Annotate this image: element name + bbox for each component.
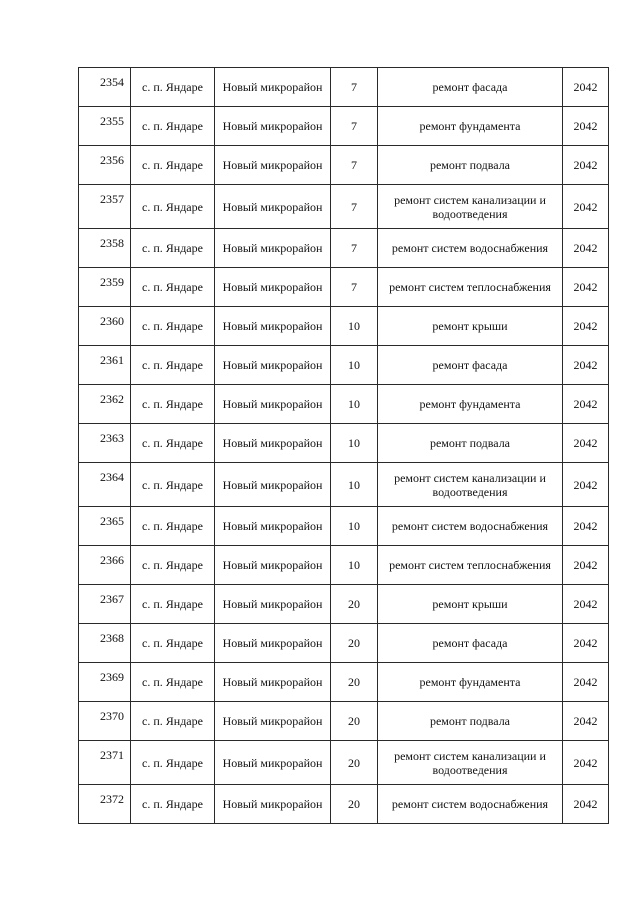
work-type-cell: ремонт систем канализации и водоотведения	[378, 185, 563, 229]
street-cell: Новый микрорайон	[215, 146, 331, 185]
work-type-cell: ремонт подвала	[378, 424, 563, 463]
work-type-cell: ремонт крыши	[378, 307, 563, 346]
table-row	[79, 346, 609, 385]
year-cell: 2042	[563, 585, 609, 624]
settlement-cell: с. п. Яндаре	[131, 663, 215, 702]
table-row	[79, 785, 609, 824]
table-row	[79, 146, 609, 185]
row-number-cell: 2356	[79, 146, 131, 185]
table-row	[79, 663, 609, 702]
row-number-cell: 2355	[79, 107, 131, 146]
year-cell: 2042	[563, 307, 609, 346]
settlement-cell: с. п. Яндаре	[131, 185, 215, 229]
settlement-cell: с. п. Яндаре	[131, 741, 215, 785]
row-number-cell: 2361	[79, 346, 131, 385]
settlement-cell: с. п. Яндаре	[131, 624, 215, 663]
row-number-cell: 2369	[79, 663, 131, 702]
house-number-cell: 7	[331, 268, 378, 307]
street-cell: Новый микрорайон	[215, 463, 331, 507]
work-type-cell: ремонт фасада	[378, 68, 563, 107]
work-type-cell: ремонт систем теплоснабжения	[378, 268, 563, 307]
row-number-cell: 2362	[79, 385, 131, 424]
table-row	[79, 741, 609, 785]
work-type-cell: ремонт крыши	[378, 585, 563, 624]
year-cell: 2042	[563, 185, 609, 229]
year-cell: 2042	[563, 68, 609, 107]
street-cell: Новый микрорайон	[215, 185, 331, 229]
year-cell: 2042	[563, 507, 609, 546]
table-row	[79, 702, 609, 741]
work-type-cell: ремонт подвала	[378, 146, 563, 185]
house-number-cell: 20	[331, 663, 378, 702]
settlement-cell: с. п. Яндаре	[131, 702, 215, 741]
house-number-cell: 20	[331, 585, 378, 624]
table-row	[79, 624, 609, 663]
row-number-cell: 2368	[79, 624, 131, 663]
table-row	[79, 385, 609, 424]
settlement-cell: с. п. Яндаре	[131, 107, 215, 146]
work-type-cell: ремонт фундамента	[378, 385, 563, 424]
work-type-cell: ремонт систем теплоснабжения	[378, 546, 563, 585]
street-cell: Новый микрорайон	[215, 385, 331, 424]
house-number-cell: 20	[331, 702, 378, 741]
table-row	[79, 307, 609, 346]
street-cell: Новый микрорайон	[215, 107, 331, 146]
year-cell: 2042	[563, 268, 609, 307]
row-number-cell: 2370	[79, 702, 131, 741]
house-number-cell: 10	[331, 463, 378, 507]
row-number-cell: 2357	[79, 185, 131, 229]
house-number-cell: 20	[331, 624, 378, 663]
street-cell: Новый микрорайон	[215, 624, 331, 663]
work-type-cell: ремонт фундамента	[378, 663, 563, 702]
house-number-cell: 10	[331, 424, 378, 463]
table-row	[79, 585, 609, 624]
year-cell: 2042	[563, 146, 609, 185]
work-type-cell: ремонт систем водоснабжения	[378, 785, 563, 824]
settlement-cell: с. п. Яндаре	[131, 68, 215, 107]
house-number-cell: 7	[331, 229, 378, 268]
year-cell: 2042	[563, 546, 609, 585]
table-row	[79, 68, 609, 107]
work-type-cell: ремонт фундамента	[378, 107, 563, 146]
settlement-cell: с. п. Яндаре	[131, 346, 215, 385]
street-cell: Новый микрорайон	[215, 68, 331, 107]
street-cell: Новый микрорайон	[215, 785, 331, 824]
settlement-cell: с. п. Яндаре	[131, 463, 215, 507]
work-type-cell: ремонт систем водоснабжения	[378, 507, 563, 546]
street-cell: Новый микрорайон	[215, 424, 331, 463]
row-number-cell: 2354	[79, 68, 131, 107]
house-number-cell: 20	[331, 785, 378, 824]
year-cell: 2042	[563, 785, 609, 824]
table-row	[79, 463, 609, 507]
year-cell: 2042	[563, 346, 609, 385]
house-number-cell: 20	[331, 741, 378, 785]
house-number-cell: 7	[331, 107, 378, 146]
row-number-cell: 2367	[79, 585, 131, 624]
row-number-cell: 2360	[79, 307, 131, 346]
row-number-cell: 2363	[79, 424, 131, 463]
street-cell: Новый микрорайон	[215, 585, 331, 624]
table-row	[79, 107, 609, 146]
street-cell: Новый микрорайон	[215, 741, 331, 785]
year-cell: 2042	[563, 463, 609, 507]
street-cell: Новый микрорайон	[215, 307, 331, 346]
house-number-cell: 10	[331, 385, 378, 424]
year-cell: 2042	[563, 663, 609, 702]
table-row	[79, 424, 609, 463]
house-number-cell: 7	[331, 185, 378, 229]
work-type-cell: ремонт систем водоснабжения	[378, 229, 563, 268]
house-number-cell: 7	[331, 146, 378, 185]
settlement-cell: с. п. Яндаре	[131, 785, 215, 824]
settlement-cell: с. п. Яндаре	[131, 229, 215, 268]
work-type-cell: ремонт систем канализации и водоотведения	[378, 463, 563, 507]
year-cell: 2042	[563, 741, 609, 785]
street-cell: Новый микрорайон	[215, 663, 331, 702]
settlement-cell: с. п. Яндаре	[131, 268, 215, 307]
house-number-cell: 7	[331, 68, 378, 107]
row-number-cell: 2364	[79, 463, 131, 507]
row-number-cell: 2359	[79, 268, 131, 307]
year-cell: 2042	[563, 229, 609, 268]
year-cell: 2042	[563, 702, 609, 741]
table-row	[79, 229, 609, 268]
table-row	[79, 268, 609, 307]
house-number-cell: 10	[331, 307, 378, 346]
street-cell: Новый микрорайон	[215, 346, 331, 385]
street-cell: Новый микрорайон	[215, 268, 331, 307]
settlement-cell: с. п. Яндаре	[131, 146, 215, 185]
settlement-cell: с. п. Яндаре	[131, 307, 215, 346]
settlement-cell: с. п. Яндаре	[131, 424, 215, 463]
work-type-cell: ремонт подвала	[378, 702, 563, 741]
row-number-cell: 2358	[79, 229, 131, 268]
table-row	[79, 185, 609, 229]
street-cell: Новый микрорайон	[215, 546, 331, 585]
work-type-cell: ремонт фасада	[378, 346, 563, 385]
year-cell: 2042	[563, 424, 609, 463]
settlement-cell: с. п. Яндаре	[131, 385, 215, 424]
settlement-cell: с. п. Яндаре	[131, 585, 215, 624]
row-number-cell: 2366	[79, 546, 131, 585]
house-number-cell: 10	[331, 346, 378, 385]
year-cell: 2042	[563, 385, 609, 424]
work-type-cell: ремонт систем канализации и водоотведения	[378, 741, 563, 785]
table-body	[79, 68, 609, 824]
house-number-cell: 10	[331, 507, 378, 546]
row-number-cell: 2372	[79, 785, 131, 824]
year-cell: 2042	[563, 107, 609, 146]
settlement-cell: с. п. Яндаре	[131, 507, 215, 546]
row-number-cell: 2365	[79, 507, 131, 546]
work-type-cell: ремонт фасада	[378, 624, 563, 663]
settlement-cell: с. п. Яндаре	[131, 546, 215, 585]
table-row	[79, 546, 609, 585]
street-cell: Новый микрорайон	[215, 229, 331, 268]
street-cell: Новый микрорайон	[215, 702, 331, 741]
repair-schedule-table	[78, 67, 609, 824]
street-cell: Новый микрорайон	[215, 507, 331, 546]
table-row	[79, 507, 609, 546]
year-cell: 2042	[563, 624, 609, 663]
row-number-cell: 2371	[79, 741, 131, 785]
house-number-cell: 10	[331, 546, 378, 585]
